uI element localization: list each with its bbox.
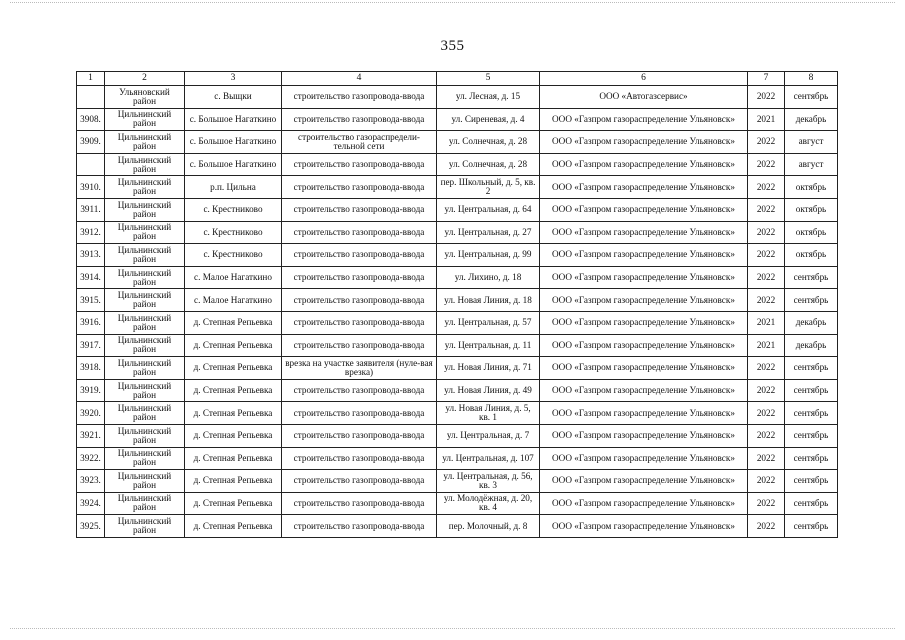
locality-cell: с. Большое Нагаткино bbox=[185, 108, 282, 131]
district-cell: Цильнинский район bbox=[105, 244, 185, 267]
year-cell: 2022 bbox=[748, 379, 785, 402]
column-header: 1 bbox=[77, 72, 105, 86]
table-row bbox=[77, 86, 838, 109]
address-cell: ул. Сиреневая, д. 4 bbox=[437, 108, 540, 131]
year-cell: 2022 bbox=[748, 86, 785, 109]
row-number: 3925. bbox=[77, 515, 105, 538]
district-cell: Ульяновский район bbox=[105, 86, 185, 109]
month-cell: сентябрь bbox=[785, 492, 838, 515]
month-cell: октябрь bbox=[785, 198, 838, 221]
row-number: 3920. bbox=[77, 402, 105, 425]
district-cell: Цильнинский район bbox=[105, 311, 185, 334]
year-cell: 2022 bbox=[748, 470, 785, 493]
district-cell: Цильнинский район bbox=[105, 198, 185, 221]
year-cell: 2022 bbox=[748, 153, 785, 176]
work-type-cell: строительство газопровода-ввода bbox=[282, 221, 437, 244]
table-row bbox=[77, 470, 838, 493]
address-cell: ул. Центральная, д. 107 bbox=[437, 447, 540, 470]
organization-cell: ООО «Газпром газораспределение Ульяновск» bbox=[540, 244, 748, 267]
table-row bbox=[77, 357, 838, 380]
address-cell: ул. Центральная, д. 99 bbox=[437, 244, 540, 267]
month-cell: сентябрь bbox=[785, 357, 838, 380]
month-cell: сентябрь bbox=[785, 402, 838, 425]
organization-cell: ООО «Газпром газораспределение Ульяновск» bbox=[540, 424, 748, 447]
district-cell: Цильнинский район bbox=[105, 266, 185, 289]
month-cell: сентябрь bbox=[785, 86, 838, 109]
row-number: 3914. bbox=[77, 266, 105, 289]
district-cell: Цильнинский район bbox=[105, 176, 185, 199]
locality-cell: д. Степная Репьевка bbox=[185, 515, 282, 538]
month-cell: август bbox=[785, 131, 838, 154]
year-cell: 2021 bbox=[748, 311, 785, 334]
district-cell: Цильнинский район bbox=[105, 470, 185, 493]
address-cell: ул. Центральная, д. 56, кв. 3 bbox=[437, 470, 540, 493]
district-cell: Цильнинский район bbox=[105, 334, 185, 357]
table-row bbox=[77, 515, 838, 538]
work-type-cell: строительство газопровода-ввода bbox=[282, 379, 437, 402]
district-cell: Цильнинский район bbox=[105, 108, 185, 131]
address-cell: ул. Центральная, д. 11 bbox=[437, 334, 540, 357]
work-type-cell: врезка на участке заявителя (нуле-вая врезка) bbox=[282, 357, 437, 380]
organization-cell: ООО «Газпром газораспределение Ульяновск» bbox=[540, 334, 748, 357]
month-cell: октябрь bbox=[785, 244, 838, 267]
work-type-cell: строительство газопровода-ввода bbox=[282, 108, 437, 131]
work-type-cell: строительство газопровода-ввода bbox=[282, 153, 437, 176]
row-number: 3912. bbox=[77, 221, 105, 244]
column-header: 2 bbox=[105, 72, 185, 86]
scan-noise-bottom bbox=[10, 628, 895, 631]
address-cell: ул. Солнечная, д. 28 bbox=[437, 131, 540, 154]
organization-cell: ООО «Газпром газораспределение Ульяновск» bbox=[540, 266, 748, 289]
locality-cell: д. Степная Репьевка bbox=[185, 357, 282, 380]
row-number: 3916. bbox=[77, 311, 105, 334]
year-cell: 2022 bbox=[748, 492, 785, 515]
locality-cell: д. Степная Репьевка bbox=[185, 379, 282, 402]
locality-cell: с. Крестниково bbox=[185, 198, 282, 221]
year-cell: 2022 bbox=[748, 266, 785, 289]
address-cell: ул. Новая Линия, д. 5, кв. 1 bbox=[437, 402, 540, 425]
organization-cell: ООО «Газпром газораспределение Ульяновск» bbox=[540, 289, 748, 312]
work-type-cell: строительство газопровода-ввода bbox=[282, 492, 437, 515]
column-header: 7 bbox=[748, 72, 785, 86]
district-cell: Цильнинский район bbox=[105, 153, 185, 176]
address-cell: пер. Молочный, д. 8 bbox=[437, 515, 540, 538]
year-cell: 2022 bbox=[748, 221, 785, 244]
column-header: 5 bbox=[437, 72, 540, 86]
table-row bbox=[77, 379, 838, 402]
locality-cell: с. Большое Нагаткино bbox=[185, 131, 282, 154]
month-cell: сентябрь bbox=[785, 447, 838, 470]
address-cell: ул. Солнечная, д. 28 bbox=[437, 153, 540, 176]
district-cell: Цильнинский район bbox=[105, 424, 185, 447]
district-cell: Цильнинский район bbox=[105, 221, 185, 244]
organization-cell: ООО «Газпром газораспределение Ульяновск» bbox=[540, 131, 748, 154]
address-cell: ул. Молодёжная, д. 20, кв. 4 bbox=[437, 492, 540, 515]
month-cell: декабрь bbox=[785, 108, 838, 131]
address-cell: ул. Центральная, д. 7 bbox=[437, 424, 540, 447]
month-cell: сентябрь bbox=[785, 515, 838, 538]
table-row bbox=[77, 153, 838, 176]
organization-cell: ООО «Газпром газораспределение Ульяновск» bbox=[540, 379, 748, 402]
locality-cell: д. Степная Репьевка bbox=[185, 402, 282, 425]
year-cell: 2022 bbox=[748, 176, 785, 199]
address-cell: ул. Лесная, д. 15 bbox=[437, 86, 540, 109]
address-cell: пер. Школьный, д. 5, кв. 2 bbox=[437, 176, 540, 199]
row-number: 3921. bbox=[77, 424, 105, 447]
work-type-cell: строительство газопровода-ввода bbox=[282, 176, 437, 199]
organization-cell: ООО «Газпром газораспределение Ульяновск» bbox=[540, 515, 748, 538]
table-row bbox=[77, 492, 838, 515]
district-cell: Цильнинский район bbox=[105, 131, 185, 154]
address-cell: ул. Центральная, д. 27 bbox=[437, 221, 540, 244]
row-number bbox=[77, 153, 105, 176]
locality-cell: с. Крестниково bbox=[185, 221, 282, 244]
row-number: 3919. bbox=[77, 379, 105, 402]
registry-table bbox=[76, 71, 838, 538]
work-type-cell: строительство газопровода-ввода bbox=[282, 424, 437, 447]
organization-cell: ООО «Газпром газораспределение Ульяновск» bbox=[540, 108, 748, 131]
work-type-cell: строительство газопровода-ввода bbox=[282, 86, 437, 109]
table-row bbox=[77, 402, 838, 425]
row-number: 3911. bbox=[77, 198, 105, 221]
organization-cell: ООО «Автогазсервис» bbox=[540, 86, 748, 109]
organization-cell: ООО «Газпром газораспределение Ульяновск» bbox=[540, 492, 748, 515]
district-cell: Цильнинский район bbox=[105, 492, 185, 515]
address-cell: ул. Центральная, д. 64 bbox=[437, 198, 540, 221]
locality-cell: с. Большое Нагаткино bbox=[185, 153, 282, 176]
month-cell: сентябрь bbox=[785, 379, 838, 402]
table-row bbox=[77, 311, 838, 334]
row-number: 3910. bbox=[77, 176, 105, 199]
work-type-cell: строительство газопровода-ввода bbox=[282, 311, 437, 334]
row-number: 3918. bbox=[77, 357, 105, 380]
column-header: 8 bbox=[785, 72, 838, 86]
district-cell: Цильнинский район bbox=[105, 447, 185, 470]
work-type-cell: строительство газопровода-ввода bbox=[282, 402, 437, 425]
locality-cell: д. Степная Репьевка bbox=[185, 424, 282, 447]
address-cell: ул. Новая Линия, д. 18 bbox=[437, 289, 540, 312]
organization-cell: ООО «Газпром газораспределение Ульяновск» bbox=[540, 402, 748, 425]
locality-cell: д. Степная Репьевка bbox=[185, 447, 282, 470]
month-cell: сентябрь bbox=[785, 266, 838, 289]
district-cell: Цильнинский район bbox=[105, 515, 185, 538]
work-type-cell: строительство газопровода-ввода bbox=[282, 244, 437, 267]
table-row bbox=[77, 221, 838, 244]
year-cell: 2022 bbox=[748, 357, 785, 380]
locality-cell: р.п. Цильна bbox=[185, 176, 282, 199]
organization-cell: ООО «Газпром газораспределение Ульяновск» bbox=[540, 311, 748, 334]
year-cell: 2022 bbox=[748, 198, 785, 221]
month-cell: сентябрь bbox=[785, 424, 838, 447]
organization-cell: ООО «Газпром газораспределение Ульяновск» bbox=[540, 357, 748, 380]
table-row bbox=[77, 266, 838, 289]
year-cell: 2022 bbox=[748, 244, 785, 267]
year-cell: 2022 bbox=[748, 289, 785, 312]
table-body bbox=[77, 86, 838, 538]
work-type-cell: строительство газопровода-ввода bbox=[282, 289, 437, 312]
address-cell: ул. Новая Линия, д. 71 bbox=[437, 357, 540, 380]
table-row bbox=[77, 244, 838, 267]
locality-cell: д. Степная Репьевка bbox=[185, 311, 282, 334]
year-cell: 2022 bbox=[748, 515, 785, 538]
organization-cell: ООО «Газпром газораспределение Ульяновск» bbox=[540, 198, 748, 221]
locality-cell: д. Степная Репьевка bbox=[185, 334, 282, 357]
organization-cell: ООО «Газпром газораспределение Ульяновск» bbox=[540, 153, 748, 176]
scan-noise-top bbox=[10, 2, 895, 5]
month-cell: декабрь bbox=[785, 334, 838, 357]
address-cell: ул. Новая Линия, д. 49 bbox=[437, 379, 540, 402]
month-cell: сентябрь bbox=[785, 470, 838, 493]
district-cell: Цильнинский район bbox=[105, 357, 185, 380]
work-type-cell: строительство газопровода-ввода bbox=[282, 198, 437, 221]
table-row bbox=[77, 131, 838, 154]
organization-cell: ООО «Газпром газораспределение Ульяновск» bbox=[540, 447, 748, 470]
organization-cell: ООО «Газпром газораспределение Ульяновск» bbox=[540, 221, 748, 244]
month-cell: сентябрь bbox=[785, 289, 838, 312]
page-number: 355 bbox=[440, 38, 465, 54]
work-type-cell: строительство газопровода-ввода bbox=[282, 266, 437, 289]
locality-cell: с. Малое Нагаткино bbox=[185, 289, 282, 312]
locality-cell: д. Степная Репьевка bbox=[185, 470, 282, 493]
row-number: 3917. bbox=[77, 334, 105, 357]
locality-cell: с. Крестниково bbox=[185, 244, 282, 267]
table-row bbox=[77, 424, 838, 447]
work-type-cell: строительство газопровода-ввода bbox=[282, 447, 437, 470]
table-row bbox=[77, 447, 838, 470]
month-cell: август bbox=[785, 153, 838, 176]
month-cell: октябрь bbox=[785, 221, 838, 244]
year-cell: 2022 bbox=[748, 402, 785, 425]
locality-cell: д. Степная Репьевка bbox=[185, 492, 282, 515]
row-number: 3923. bbox=[77, 470, 105, 493]
year-cell: 2021 bbox=[748, 108, 785, 131]
locality-cell: с. Малое Нагаткино bbox=[185, 266, 282, 289]
month-cell: октябрь bbox=[785, 176, 838, 199]
district-cell: Цильнинский район bbox=[105, 402, 185, 425]
district-cell: Цильнинский район bbox=[105, 379, 185, 402]
row-number: 3908. bbox=[77, 108, 105, 131]
column-header: 3 bbox=[185, 72, 282, 86]
work-type-cell: строительство газопровода-ввода bbox=[282, 334, 437, 357]
organization-cell: ООО «Газпром газораспределение Ульяновск» bbox=[540, 470, 748, 493]
work-type-cell: строительство газопровода-ввода bbox=[282, 470, 437, 493]
row-number: 3922. bbox=[77, 447, 105, 470]
year-cell: 2021 bbox=[748, 334, 785, 357]
table-row bbox=[77, 334, 838, 357]
table-row bbox=[77, 198, 838, 221]
header-row bbox=[77, 72, 838, 86]
column-header: 4 bbox=[282, 72, 437, 86]
row-number bbox=[77, 86, 105, 109]
year-cell: 2022 bbox=[748, 424, 785, 447]
month-cell: декабрь bbox=[785, 311, 838, 334]
work-type-cell: строительство газораспредели-тельной сети bbox=[282, 131, 437, 154]
locality-cell: с. Выщки bbox=[185, 86, 282, 109]
row-number: 3915. bbox=[77, 289, 105, 312]
work-type-cell: строительство газопровода-ввода bbox=[282, 515, 437, 538]
address-cell: ул. Лихино, д. 18 bbox=[437, 266, 540, 289]
table-row bbox=[77, 289, 838, 312]
row-number: 3909. bbox=[77, 131, 105, 154]
table-row bbox=[77, 108, 838, 131]
organization-cell: ООО «Газпром газораспределение Ульяновск» bbox=[540, 176, 748, 199]
address-cell: ул. Центральная, д. 57 bbox=[437, 311, 540, 334]
row-number: 3924. bbox=[77, 492, 105, 515]
row-number: 3913. bbox=[77, 244, 105, 267]
year-cell: 2022 bbox=[748, 131, 785, 154]
district-cell: Цильнинский район bbox=[105, 289, 185, 312]
column-header: 6 bbox=[540, 72, 748, 86]
table-row bbox=[77, 176, 838, 199]
year-cell: 2022 bbox=[748, 447, 785, 470]
